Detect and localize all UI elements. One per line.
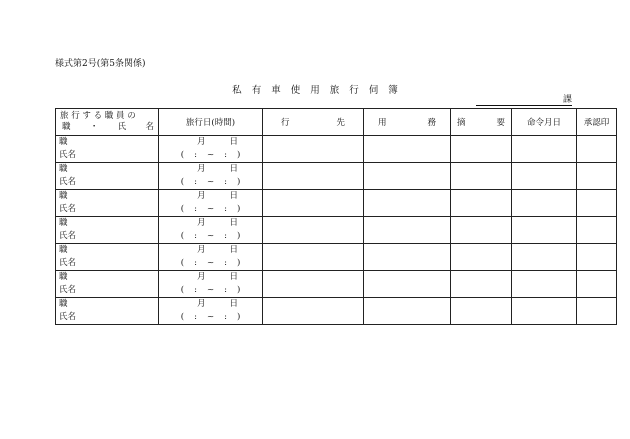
month-day-line: [159, 190, 262, 203]
destination-cell[interactable]: [263, 190, 364, 217]
position-label: 職: [59, 299, 68, 309]
order-date-cell[interactable]: [512, 271, 577, 298]
time-part: (: [180, 204, 185, 214]
time-part: :: [224, 285, 227, 295]
name-label: 氏名: [59, 150, 77, 160]
table-row: [56, 163, 617, 190]
name-label: 氏名: [59, 177, 77, 187]
travel-date-cell[interactable]: [159, 244, 263, 271]
time-part: (: [180, 231, 185, 241]
name-label: 氏名: [59, 285, 77, 295]
form-title: [0, 82, 630, 96]
time-part: :: [224, 150, 227, 160]
position-label: 職: [59, 218, 68, 228]
month-label: 月: [196, 164, 206, 174]
name-label: 氏名: [59, 231, 77, 241]
destination-cell[interactable]: [263, 136, 364, 163]
travel-date-cell[interactable]: [159, 163, 263, 190]
header-part: 務: [427, 118, 436, 128]
time-part: :: [194, 177, 197, 187]
position-label: 職: [59, 272, 68, 282]
remarks-cell[interactable]: [451, 136, 512, 163]
header-part: 職: [62, 122, 71, 132]
day-label: 日: [229, 191, 239, 201]
month-day-line: [159, 271, 262, 284]
destination-cell[interactable]: [263, 271, 364, 298]
time-part: ): [236, 150, 241, 160]
day-label: 日: [229, 137, 239, 147]
month-day-line: [159, 298, 262, 311]
time-part: ): [236, 231, 241, 241]
time-part: ~: [206, 177, 215, 187]
remarks-cell[interactable]: [451, 190, 512, 217]
position-label: 職: [59, 191, 68, 201]
business-cell[interactable]: [364, 190, 451, 217]
month-day-line: [159, 217, 262, 230]
time-part: ): [236, 312, 241, 322]
section-label: 課: [562, 95, 572, 105]
header-row: [56, 109, 617, 136]
time-part: ): [236, 177, 241, 187]
position-label: 職: [59, 164, 68, 174]
header-part: 要: [496, 118, 505, 128]
position-label: 職: [59, 245, 68, 255]
table-row: [56, 190, 617, 217]
day-label: 日: [229, 299, 239, 309]
time-part: ~: [206, 204, 215, 214]
destination-cell[interactable]: [263, 298, 364, 325]
day-label: 日: [229, 164, 239, 174]
time-part: :: [194, 258, 197, 268]
order-date-cell[interactable]: [512, 217, 577, 244]
approval-seal-cell[interactable]: [577, 271, 617, 298]
header-destination: [263, 109, 364, 136]
approval-seal-cell[interactable]: [577, 298, 617, 325]
section-field[interactable]: [476, 95, 572, 106]
traveler-cell[interactable]: [56, 271, 159, 298]
time-part: ): [236, 204, 241, 214]
destination-cell[interactable]: [263, 163, 364, 190]
time-part: (: [180, 312, 185, 322]
header-travel-date: 旅行日(時間): [159, 109, 263, 136]
table-row: [56, 217, 617, 244]
time-part: :: [194, 231, 197, 241]
header-business: [364, 109, 451, 136]
traveler-cell[interactable]: [56, 244, 159, 271]
approval-seal-cell[interactable]: [577, 244, 617, 271]
approval-seal-cell[interactable]: [577, 163, 617, 190]
time-range-line: [159, 257, 262, 270]
time-part: :: [194, 204, 197, 214]
header-part: 行: [281, 118, 290, 128]
time-part: ~: [206, 150, 215, 160]
order-date-cell[interactable]: [512, 244, 577, 271]
remarks-cell[interactable]: [451, 244, 512, 271]
business-cell[interactable]: [364, 163, 451, 190]
destination-cell[interactable]: [263, 244, 364, 271]
header-part: 先: [336, 118, 345, 128]
business-cell[interactable]: [364, 271, 451, 298]
title-char: 私: [232, 85, 242, 96]
approval-seal-cell[interactable]: [577, 217, 617, 244]
time-range-line: [159, 149, 262, 162]
time-part: :: [224, 312, 227, 322]
month-label: 月: [196, 218, 206, 228]
title-char: 伺: [368, 85, 379, 96]
traveler-cell[interactable]: [56, 136, 159, 163]
time-range-line: [159, 284, 262, 297]
name-label: 氏名: [59, 258, 77, 268]
ledger-body: [56, 136, 617, 325]
business-cell[interactable]: [364, 298, 451, 325]
time-part: :: [224, 231, 227, 241]
time-range-line: [159, 230, 262, 243]
month-day-line: [159, 244, 262, 257]
title-char: 有: [251, 85, 262, 96]
destination-cell[interactable]: [263, 217, 364, 244]
header-traveler: [56, 109, 159, 136]
travel-date-cell[interactable]: [159, 217, 263, 244]
header-part: 名: [145, 122, 154, 132]
business-cell[interactable]: [364, 217, 451, 244]
time-part: ~: [206, 312, 215, 322]
time-range-line: [159, 176, 262, 189]
approval-seal-cell[interactable]: [577, 136, 617, 163]
title-char: 使: [290, 85, 301, 96]
title-char: 簿: [388, 85, 398, 96]
time-part: (: [180, 285, 185, 295]
time-part: :: [224, 177, 227, 187]
time-part: (: [180, 150, 185, 160]
order-date-cell[interactable]: [512, 163, 577, 190]
time-part: ): [236, 258, 241, 268]
header-part: 摘: [457, 118, 466, 128]
month-label: 月: [196, 272, 206, 282]
header-part: 用: [378, 118, 387, 128]
time-part: :: [194, 150, 197, 160]
time-part: (: [180, 258, 185, 268]
title-char: 行: [349, 85, 359, 96]
month-label: 月: [196, 191, 206, 201]
month-day-line: [159, 163, 262, 176]
traveler-cell[interactable]: [56, 298, 159, 325]
traveler-cell[interactable]: [56, 217, 159, 244]
time-range-line: [159, 311, 262, 324]
time-part: :: [224, 204, 227, 214]
form-number-label: 様式第2号(第5条関係): [55, 59, 146, 69]
time-part: :: [224, 258, 227, 268]
order-date-cell[interactable]: [512, 298, 577, 325]
business-cell[interactable]: [364, 244, 451, 271]
business-cell[interactable]: [364, 136, 451, 163]
time-part: ~: [206, 231, 215, 241]
time-part: ~: [206, 258, 215, 268]
title-char: 車: [271, 85, 281, 96]
name-label: 氏名: [59, 204, 77, 214]
day-label: 日: [229, 272, 239, 282]
table-row: [56, 136, 617, 163]
table-row: [56, 298, 617, 325]
title-char: 旅: [329, 85, 340, 96]
header-order-date: 命令月日: [512, 109, 577, 136]
travel-date-cell[interactable]: [159, 298, 263, 325]
traveler-cell[interactable]: [56, 163, 159, 190]
header-approval-seal: 承認印: [577, 109, 617, 136]
day-label: 日: [229, 218, 239, 228]
remarks-cell[interactable]: [451, 163, 512, 190]
approval-seal-cell[interactable]: [577, 190, 617, 217]
travel-date-cell[interactable]: [159, 136, 263, 163]
table-row: [56, 244, 617, 271]
header-traveler-line2: [60, 122, 158, 133]
header-remarks: [451, 109, 512, 136]
remarks-cell[interactable]: [451, 271, 512, 298]
time-range-line: [159, 203, 262, 216]
day-label: 日: [229, 245, 239, 255]
position-label: 職: [59, 137, 68, 147]
month-label: 月: [196, 245, 206, 255]
month-label: 月: [196, 299, 206, 309]
header-part: ・: [89, 122, 99, 132]
header-part: 氏: [117, 122, 127, 132]
time-part: :: [194, 312, 197, 322]
travel-date-cell[interactable]: [159, 190, 263, 217]
table-row: [56, 271, 617, 298]
time-part: ~: [206, 285, 215, 295]
traveler-cell[interactable]: [56, 190, 159, 217]
order-date-cell[interactable]: [512, 190, 577, 217]
title-char: 用: [310, 85, 320, 96]
header-traveler-line1: 旅 行 す る 職 員 の: [60, 111, 136, 121]
time-part: (: [180, 177, 185, 187]
travel-date-cell[interactable]: [159, 271, 263, 298]
travel-ledger-table: [55, 108, 617, 325]
remarks-cell[interactable]: [451, 217, 512, 244]
order-date-cell[interactable]: [512, 136, 577, 163]
time-part: ): [236, 285, 241, 295]
name-label: 氏名: [59, 312, 77, 322]
remarks-cell[interactable]: [451, 298, 512, 325]
month-label: 月: [196, 137, 206, 147]
time-part: :: [194, 285, 197, 295]
month-day-line: [159, 136, 262, 149]
